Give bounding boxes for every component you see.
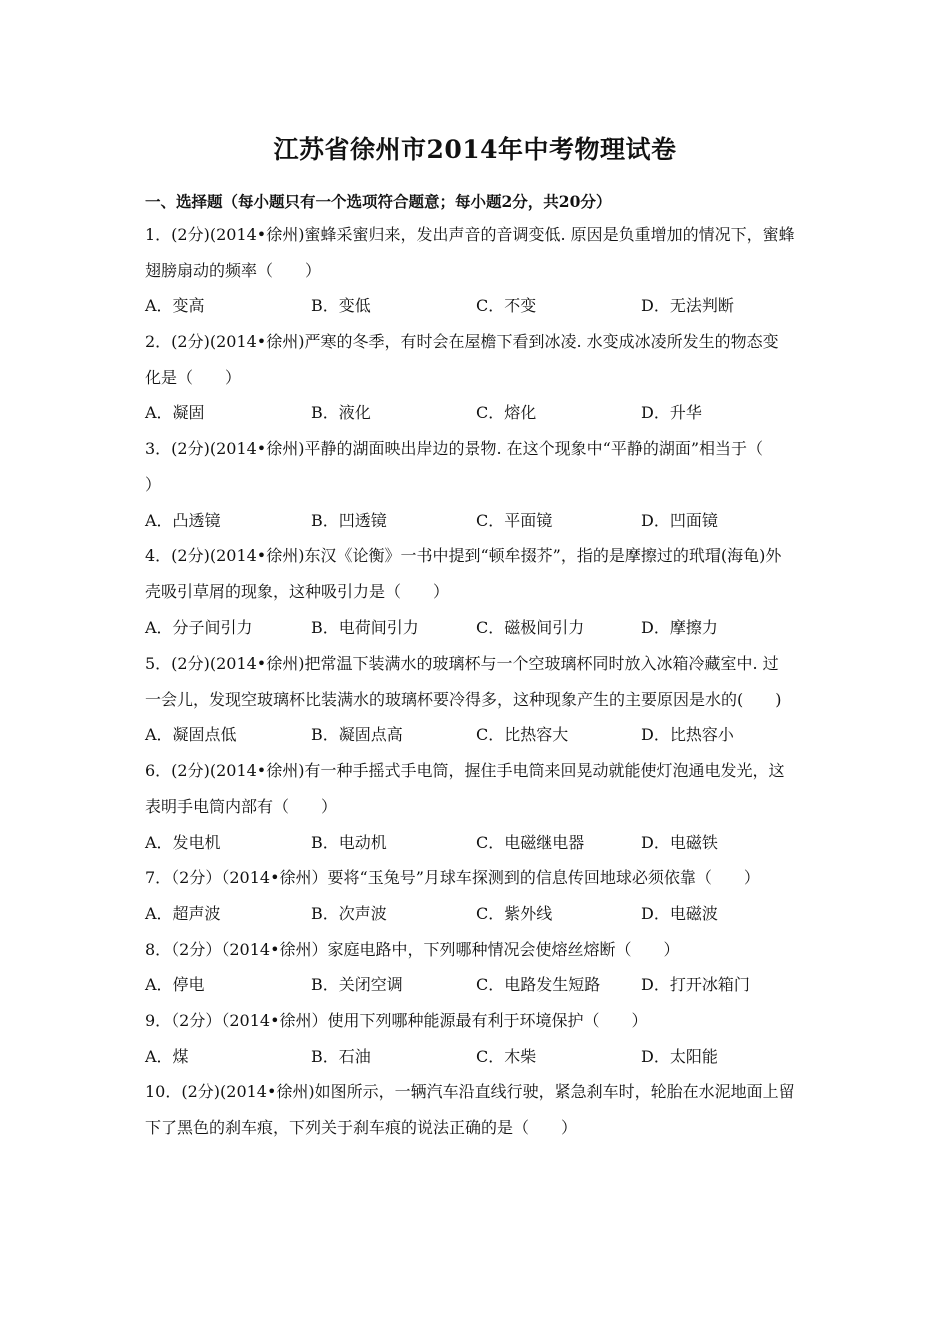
question-6-line-1: 6．(2分)(2014•徐州)有一种手摇式手电筒，握住手电筒来回晃动就能使灯泡通电发光，这	[145, 761, 785, 780]
question-5-line-2: 一会儿，发现空玻璃杯比装满水的玻璃杯要冷得多，这种现象产生的主要原因是水的( )	[145, 690, 782, 709]
question-2-option-c: C．熔化	[476, 403, 537, 422]
question-5-option-a: A．凝固点低	[145, 725, 237, 744]
question-4-options	[145, 617, 810, 639]
question-6-option-b: B．电动机	[311, 833, 387, 852]
question-7-options	[145, 903, 810, 925]
question-1-option-d: D．无法判断	[641, 296, 734, 315]
question-3-line-1: 3．(2分)(2014•徐州)平静的湖面映出岸边的景物. 在这个现象中“平静的湖面”相当于（	[145, 439, 764, 458]
question-9-option-b: B．石油	[311, 1047, 371, 1066]
question-2-option-b: B．液化	[311, 403, 371, 422]
question-10-line-2: 下了黑色的刹车痕，下列关于刹车痕的说法正确的是（ ）	[145, 1118, 578, 1137]
question-4-option-b: B．电荷间引力	[311, 618, 419, 637]
question-6-line-2: 表明手电筒内部有（ ）	[145, 797, 338, 816]
question-8-option-d: D．打开冰箱门	[641, 975, 750, 994]
question-1-option-b: B．变低	[311, 296, 371, 315]
question-9-options	[145, 1046, 810, 1068]
question-5-options	[145, 724, 810, 746]
question-3-option-a: A．凸透镜	[145, 511, 221, 530]
question-3-option-d: D．凹面镜	[641, 511, 718, 530]
question-10-line-1: 10．(2分)(2014•徐州)如图所示，一辆汽车沿直线行驶，紧急刹车时，轮胎在水泥地面上留	[145, 1082, 795, 1101]
question-4-line-2: 壳吸引草屑的现象，这种吸引力是（ ）	[145, 582, 450, 601]
question-7-option-a: A．超声波	[145, 904, 221, 923]
question-2-line-2: 化是（ ）	[145, 368, 242, 387]
question-7-option-b: B．次声波	[311, 904, 387, 923]
question-3-line-2: ）	[145, 475, 162, 494]
question-1-option-a: A．变高	[145, 296, 205, 315]
question-5-line-1: 5．(2分)(2014•徐州)把常温下装满水的玻璃杯与一个空玻璃杯同时放入冰箱冷藏室中. 过	[145, 654, 779, 673]
question-2-line-1: 2．(2分)(2014•徐州)严寒的冬季，有时会在屋檐下看到冰凌. 水变成冰凌所发生的物态变	[145, 332, 779, 351]
question-4-option-c: C．磁极间引力	[476, 618, 585, 637]
question-3-option-b: B．凹透镜	[311, 511, 387, 530]
question-8-option-b: B．关闭空调	[311, 975, 403, 994]
question-4-option-d: D．摩擦力	[641, 618, 718, 637]
section-heading: 一、选择题（每小题只有一个选项符合题意；每小题2分，共20分）	[145, 192, 612, 211]
question-4-option-a: A．分子间引力	[145, 618, 253, 637]
question-9-line-1: 9．（2分）（2014•徐州）使用下列哪种能源最有利于环境保护（ ）	[145, 1011, 648, 1030]
question-3-options	[145, 510, 810, 532]
question-2-option-d: D．升华	[641, 403, 702, 422]
question-6-option-d: D．电磁铁	[641, 833, 718, 852]
question-2-options	[145, 402, 810, 424]
question-4-line-1: 4．(2分)(2014•徐州)东汉《论衡》一书中提到“顿牟掇芥”，指的是摩擦过的玳瑁(海龟)外	[145, 546, 782, 565]
question-1-option-c: C．不变	[476, 296, 537, 315]
question-6-option-c: C．电磁继电器	[476, 833, 585, 852]
question-6-options	[145, 832, 810, 854]
question-7-option-c: C．紫外线	[476, 904, 553, 923]
question-9-option-d: D．太阳能	[641, 1047, 718, 1066]
question-1-options	[145, 295, 810, 317]
question-8-options	[145, 974, 810, 996]
question-9-option-c: C．木柴	[476, 1047, 537, 1066]
page-title: 江苏省徐州市2014年中考物理试卷	[273, 135, 677, 164]
question-5-option-d: D．比热容小	[641, 725, 734, 744]
question-7-line-1: 7．（2分）（2014•徐州）要将“玉兔号”月球车探测到的信息传回地球必须依靠（ ）	[145, 868, 760, 887]
question-5-option-b: B．凝固点高	[311, 725, 403, 744]
question-7-option-d: D．电磁波	[641, 904, 718, 923]
question-8-option-a: A．停电	[145, 975, 205, 994]
question-8-option-c: C．电路发生短路	[476, 975, 601, 994]
question-3-option-c: C．平面镜	[476, 511, 553, 530]
question-1-line-2: 翅膀扇动的频率（ ）	[145, 261, 322, 280]
question-8-line-1: 8．（2分）（2014•徐州）家庭电路中，下列哪种情况会使熔丝熔断（ ）	[145, 940, 680, 959]
question-1-line-1: 1．(2分)(2014•徐州)蜜蜂采蜜归来，发出声音的音调变低. 原因是负重增加的情况下，蜜蜂	[145, 225, 795, 244]
question-9-option-a: A．煤	[145, 1047, 189, 1066]
question-2-option-a: A．凝固	[145, 403, 205, 422]
question-6-option-a: A．发电机	[145, 833, 221, 852]
question-5-option-c: C．比热容大	[476, 725, 569, 744]
